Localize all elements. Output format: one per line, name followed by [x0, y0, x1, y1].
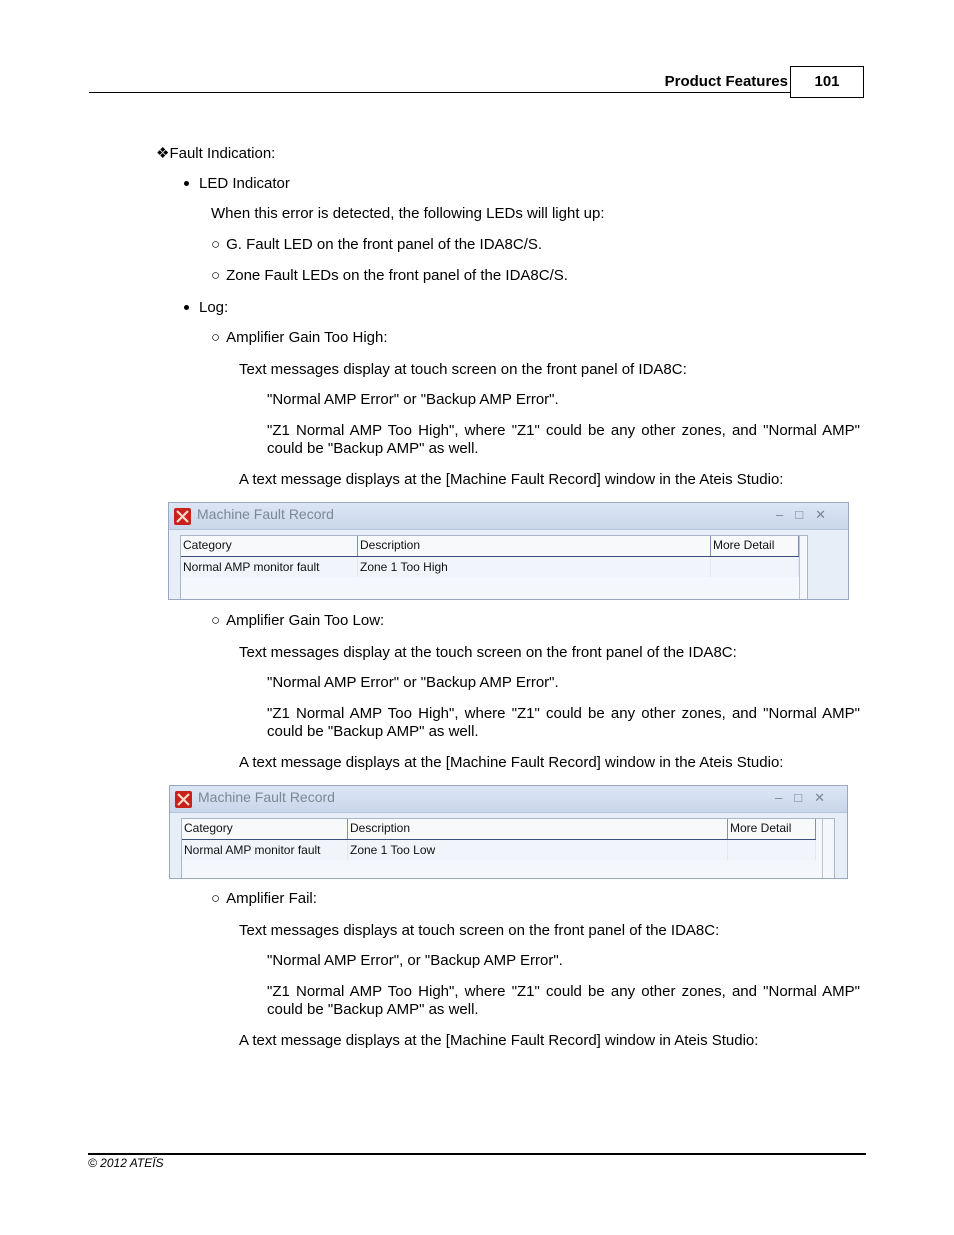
led-intro: When this error is detected, the following LEDs will light up: [211, 205, 605, 222]
window-controls [775, 790, 837, 806]
led-sub-1 [211, 236, 542, 254]
app-icon [174, 508, 191, 525]
table-header [181, 536, 799, 557]
app-icon [175, 791, 192, 808]
bullet-dot-icon [184, 181, 189, 186]
section-amp-fail-title [211, 890, 317, 908]
cell-category: Normal AMP monitor fault [182, 840, 348, 860]
circle-bullet-icon: ○ [211, 236, 221, 253]
circle-bullet-icon: ○ [211, 267, 221, 284]
circle-bullet-icon: ○ [211, 890, 221, 907]
led-sub-2 [211, 267, 568, 285]
circle-bullet-icon: ○ [211, 612, 221, 629]
fault-heading-text: Fault Indication: [169, 145, 276, 162]
diamond-bullet-icon: ❖ [156, 145, 170, 162]
window-title: Machine Fault Record [198, 789, 335, 805]
close-icon[interactable]: ✕ [814, 790, 837, 805]
led-sub-1-text: G. Fault LED on the front panel of the IDA8C/S. [226, 236, 543, 253]
window-titlebar[interactable] [170, 786, 847, 813]
scrollbar-track[interactable] [822, 819, 823, 879]
window-titlebar[interactable] [169, 503, 848, 530]
column-category[interactable]: Category [182, 819, 348, 839]
machine-fault-record-window-2 [169, 785, 848, 879]
maximize-icon[interactable]: □ [795, 507, 816, 522]
column-more-detail[interactable]: More Detail [728, 819, 816, 839]
column-more-detail[interactable]: More Detail [711, 536, 799, 556]
led-item [184, 175, 290, 193]
amp-fail-window-intro: A text message displays at the [Machine Fault Record] window in Ateis Studio: [239, 1032, 759, 1049]
led-item-text: LED Indicator [199, 175, 290, 192]
window-title: Machine Fault Record [197, 506, 334, 522]
bullet-dot-icon [184, 305, 189, 310]
amp-fail-touch-text: Text messages displays at touch screen on the front panel of the IDA8C: [239, 922, 720, 939]
header-rule [89, 92, 791, 93]
log-item-text: Log: [199, 299, 229, 316]
cell-description: Zone 1 Too Low [348, 840, 728, 860]
amp-fail-msg-2: "Z1 Normal AMP Too High", where "Z1" could be any other zones, and "Normal AMP" could be "Backup AMP" as well. [267, 983, 860, 1018]
gain-low-window-intro: A text message displays at the [Machine Fault Record] window in the Ateis Studio: [239, 754, 784, 771]
cell-more-detail [711, 557, 799, 577]
section-title: Product Features [664, 73, 788, 90]
table-row[interactable] [181, 557, 799, 577]
gain-low-msg-1: "Normal AMP Error" or "Backup AMP Error". [267, 674, 559, 691]
maximize-icon[interactable]: □ [794, 790, 815, 805]
cell-category: Normal AMP monitor fault [181, 557, 358, 577]
minimize-icon[interactable]: – [775, 790, 795, 805]
footer-copyright: © 2012 ATEÏS [88, 1156, 164, 1170]
footer-rule [88, 1153, 866, 1155]
section-gain-high-title [211, 329, 388, 347]
page-number: 101 [790, 66, 864, 98]
section-gain-low-title [211, 612, 384, 630]
table-row[interactable] [182, 840, 816, 860]
table-header [182, 819, 816, 840]
circle-bullet-icon: ○ [211, 329, 221, 346]
section-gain-low-title-text: Amplifier Gain Too Low: [226, 612, 385, 629]
led-sub-2-text: Zone Fault LEDs on the front panel of the IDA8C/S. [226, 267, 568, 284]
column-category[interactable]: Category [181, 536, 358, 556]
gain-high-msg-2: "Z1 Normal AMP Too High", where "Z1" could be any other zones, and "Normal AMP" could be "Backup AMP" as well. [267, 422, 860, 457]
cell-description: Zone 1 Too High [358, 557, 711, 577]
window-controls [776, 507, 838, 523]
cell-more-detail [728, 840, 816, 860]
fault-heading [156, 145, 275, 163]
gain-high-touch-text: Text messages display at touch screen on the front panel of IDA8C: [239, 361, 687, 378]
log-item [184, 299, 228, 317]
minimize-icon[interactable]: – [776, 507, 796, 522]
fault-table [181, 818, 835, 879]
scrollbar-track[interactable] [799, 536, 800, 600]
amp-fail-msg-1: "Normal AMP Error", or "Backup AMP Error". [267, 952, 563, 969]
gain-high-msg-1: "Normal AMP Error" or "Backup AMP Error". [267, 391, 559, 408]
column-description[interactable]: Description [358, 536, 711, 556]
close-icon[interactable]: ✕ [815, 507, 838, 522]
gain-low-touch-text: Text messages display at the touch screen on the front panel of the IDA8C: [239, 644, 737, 661]
fault-table [180, 535, 808, 600]
gain-high-window-intro: A text message displays at the [Machine Fault Record] window in the Ateis Studio: [239, 471, 784, 488]
column-description[interactable]: Description [348, 819, 728, 839]
machine-fault-record-window-1 [168, 502, 849, 600]
section-gain-high-title-text: Amplifier Gain Too High: [226, 329, 388, 346]
section-amp-fail-title-text: Amplifier Fail: [226, 890, 317, 907]
gain-low-msg-2: "Z1 Normal AMP Too High", where "Z1" could be any other zones, and "Normal AMP" could be "Backup AMP" as well. [267, 705, 860, 740]
